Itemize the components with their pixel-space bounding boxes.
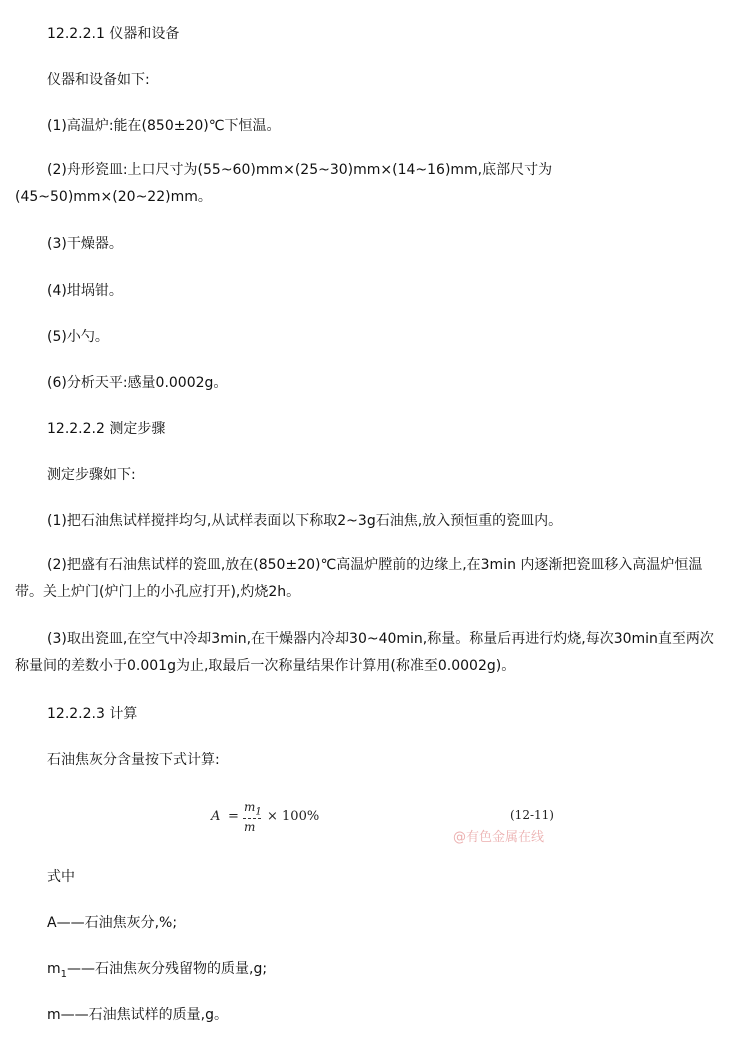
fraction-bar [243,818,261,819]
formula-denominator: m [244,820,256,834]
formula-lhs: A [211,809,221,824]
legend-m: m——石油焦试样的质量,g。 [47,1007,228,1023]
instrument-item-2: (2)舟形瓷皿:上口尺寸为(55~60)mm×(25~30)mm×(14~16)mm,底部尺寸为(45~50)mm×(20~22)mm。 [15,162,553,205]
equation-number: (12-11) [510,808,554,822]
legend-m1: $m_1——$石油焦灰分残留物的质量,g; [47,961,268,980]
instrument-item-3: (3)干燥器。 [47,236,123,252]
legend-title: 式中 [47,869,75,885]
instrument-item-1: (1)高温炉:能在(850±20)℃下恒温。 [47,118,281,134]
calculation-intro: 石油焦灰分含量按下式计算: [47,752,220,768]
procedure-intro: 测定步骤如下: [47,467,136,483]
formula-equals: = [228,809,239,824]
section-heading-calculation: 12.2.2.3 计算 [47,706,138,722]
procedure-step-3: (3)取出瓷皿,在空气中冷却3min,在干燥器内冷却30~40min,称量。称量后再进行灼烧,每次30min直至两次称量间的差数小于0.001g为止,取最后一次称量结果作计算用(称准至0.0002g)。 [15,631,714,674]
watermark-text: @有色金属在线 [453,830,545,845]
legend-a: A——石油焦灰分,%; [47,915,178,931]
procedure-step-1: (1)把石油焦试样搅拌均匀,从试样表面以下称取2~3g石油焦,放入预恒重的瓷皿内。 [47,513,563,529]
instrument-item-5: (5)小勺。 [47,329,109,345]
section-heading-instruments: 12.2.2.1 仪器和设备 [47,26,180,42]
instrument-item-6: (6)分析天平:感量0.0002g。 [47,375,228,391]
formula-rhs: × 100% [267,809,320,824]
instruments-intro: 仪器和设备如下: [47,72,150,88]
procedure-step-2: (2)把盛有石油焦试样的瓷皿,放在(850±20)℃高温炉膛前的边缘上,在3min 内逐渐把瓷皿移入高温炉恒温带。关上炉门(炉门上的小孔应打开),灼烧2h。 [15,557,703,600]
instrument-item-4: (4)坩埚钳。 [47,283,123,299]
formula-numerator: $m_1$ [244,800,262,818]
section-heading-procedure: 12.2.2.2 测定步骤 [47,421,166,437]
